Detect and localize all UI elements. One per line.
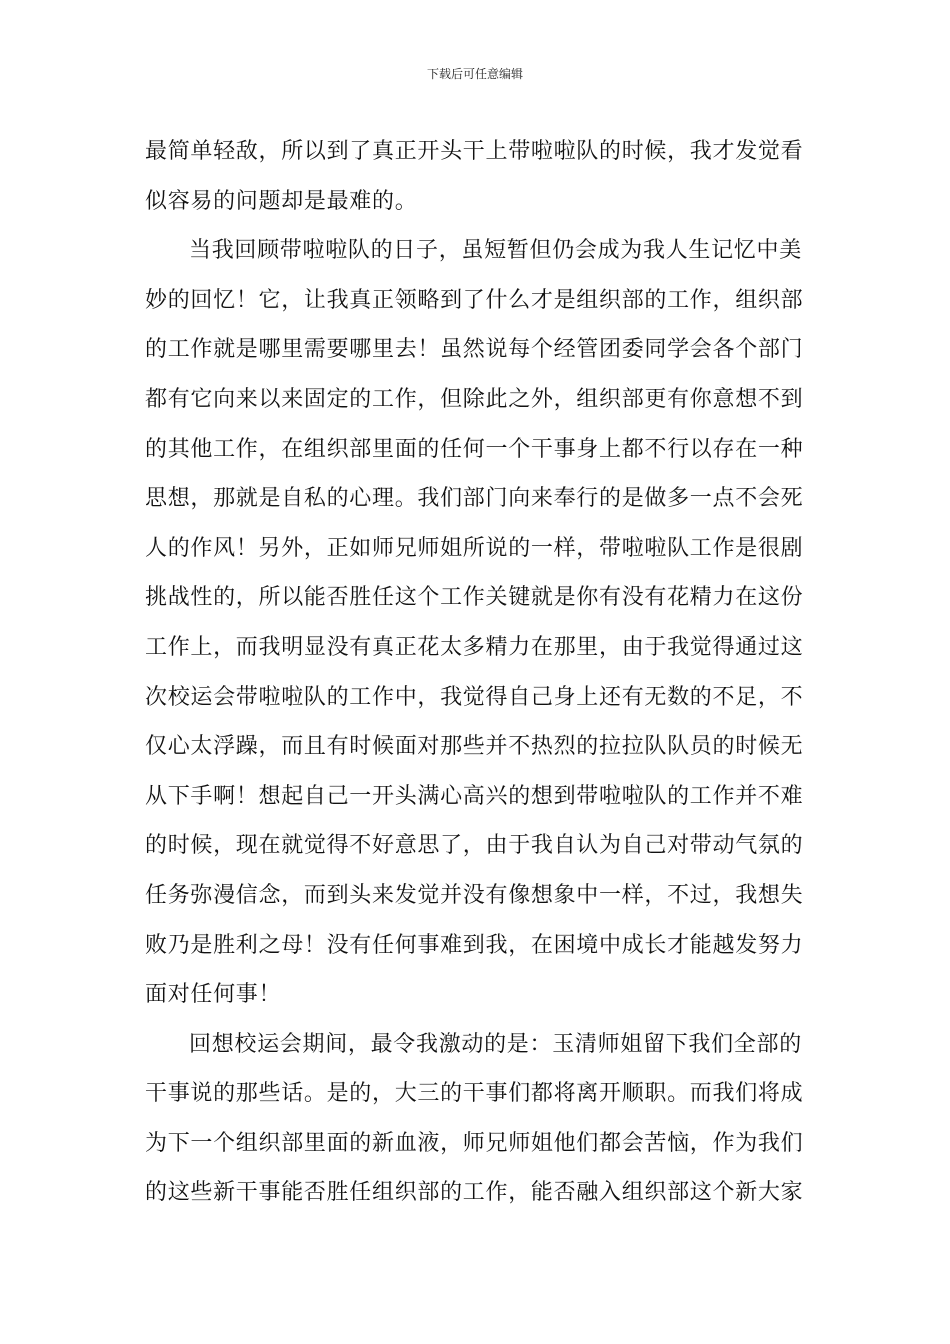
paragraph-start-line: 回想校运会期间，最令我激动的是：玉清师姐留下我们全部的 xyxy=(189,1031,802,1057)
body-line: 挑战性的，所以能否胜任这个工作关键就是你有没有花精力在这份 xyxy=(145,585,804,611)
body-line: 败乃是胜利之母！没有任何事难到我，在困境中成长才能越发努力 xyxy=(145,932,804,958)
body-line: 的这些新干事能否胜任组织部的工作，能否融入组织部这个新大家 xyxy=(145,1180,804,1206)
paragraph-start-line: 当我回顾带啦啦队的日子，虽短暂但仍会成为我人生记忆中美 xyxy=(189,238,802,264)
body-line: 妙的回忆！它，让我真正领略到了什么才是组织部的工作，组织部 xyxy=(145,287,804,313)
document-body xyxy=(145,127,807,1218)
body-line: 最简单轻敌，所以到了真正开头干上带啦啦队的时候，我才发觉看 xyxy=(145,139,804,164)
body-line: 的时候，现在就觉得不好意思了，由于我自认为自己对带动气氛的 xyxy=(145,833,804,859)
body-line: 的工作就是哪里需要哪里去！虽然说每个经管团委同学会各个部门 xyxy=(145,337,804,363)
body-line: 从下手啊！想起自己一开头满心高兴的想到带啦啦队的工作并不难 xyxy=(145,783,804,809)
body-line: 任务弥漫信念，而到头来发觉并没有像想象中一样，不过，我想失 xyxy=(145,882,804,908)
body-line: 都有它向来以来固定的工作，但除此之外，组织部更有你意想不到 xyxy=(145,386,804,412)
body-line: 似容易的问题却是最难的。 xyxy=(145,188,418,214)
body-line: 面对任何事！ xyxy=(145,982,282,1008)
body-line: 仅心太浮躁，而且有时候面对那些并不热烈的拉拉队队员的时候无 xyxy=(145,734,804,760)
body-line: 人的作风！另外，正如师兄师姐所说的一样，带啦啦队工作是很剧 xyxy=(145,535,804,561)
body-line: 为下一个组织部里面的新血液，师兄师姐他们都会苦恼，作为我们 xyxy=(145,1130,804,1156)
body-line: 干事说的那些话。是的，大三的干事们都将离开顺职。而我们将成 xyxy=(145,1081,804,1107)
body-line: 的其他工作，在组织部里面的任何一个干事身上都不行以存在一种 xyxy=(145,436,804,462)
body-line: 次校运会带啦啦队的工作中，我觉得自己身上还有无数的不足，不 xyxy=(145,684,804,710)
page-header: 下载后可任意编辑 xyxy=(426,67,523,81)
body-line: 工作上，而我明显没有真正花太多精力在那里，由于我觉得通过这 xyxy=(145,634,804,660)
body-line: 思想，那就是自私的心理。我们部门向来奉行的是做多一点不会死 xyxy=(145,486,804,512)
